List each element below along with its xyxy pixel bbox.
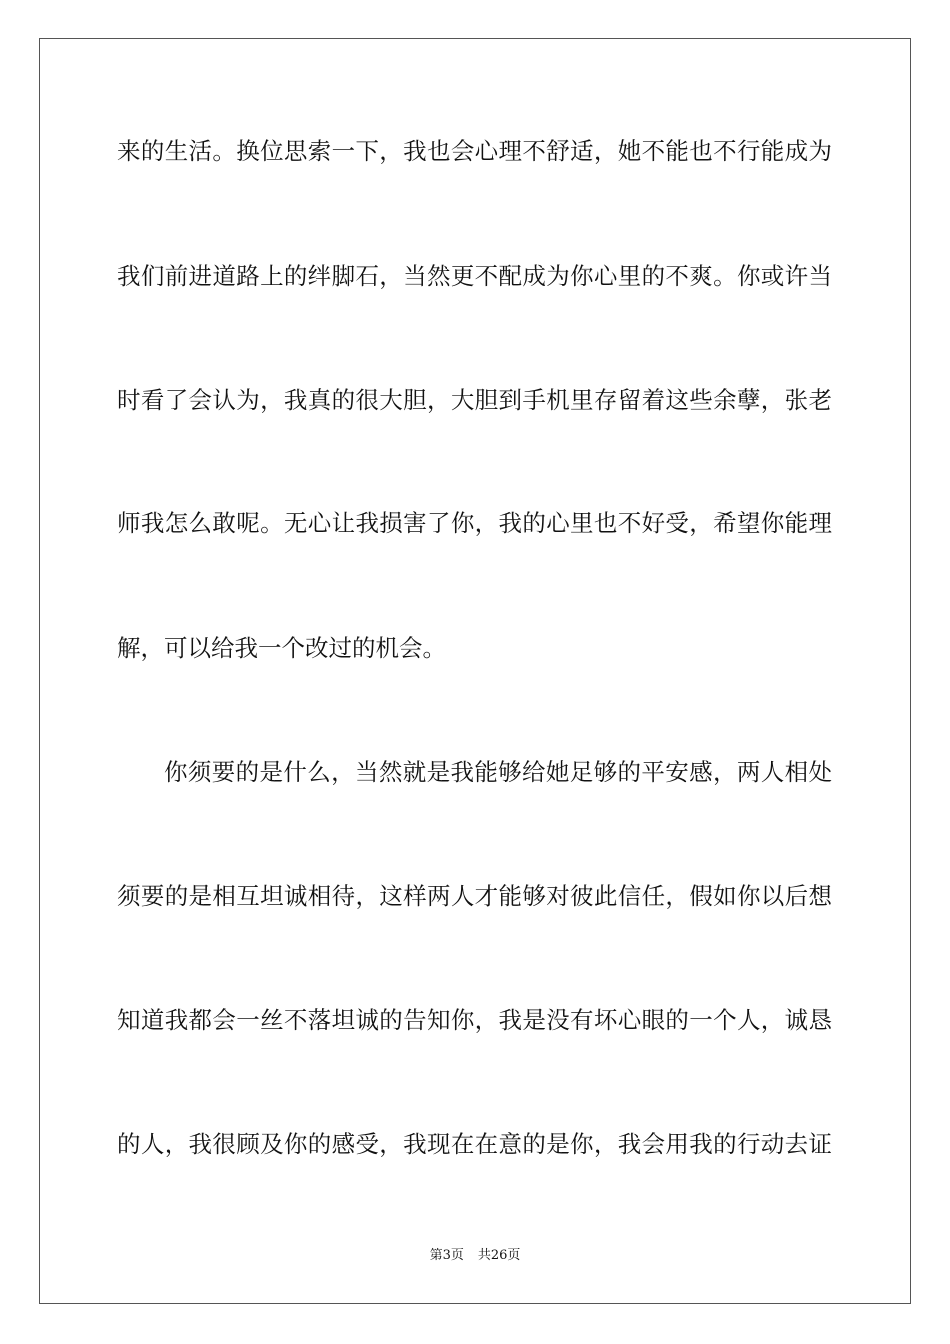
page-footer xyxy=(0,1247,950,1265)
text-line-4: 师我怎么敢呢。无心让我损害了你，我的心里也不好受，希望你能理 xyxy=(117,509,832,537)
text-line-8: 知道我都会一丝不落坦诚的告知你，我是没有坏心眼的一个人，诚恳 xyxy=(117,1006,832,1034)
text-line-1: 来的生活。换位思索一下，我也会心理不舒适，她不能也不行能成为 xyxy=(117,137,832,165)
text-line-9: 的人，我很顾及你的感受，我现在在意的是你，我会用我的行动去证 xyxy=(117,1130,832,1158)
text-line-3: 时看了会认为，我真的很大胆，大胆到手机里存留着这些余孽，张老 xyxy=(117,386,832,414)
text-line-2: 我们前进道路上的绊脚石，当然更不配成为你心里的不爽。你或许当 xyxy=(117,262,832,290)
text-line-5: 解，可以给我一个改过的机会。 xyxy=(117,634,446,662)
page-frame xyxy=(39,38,911,1304)
text-line-7: 须要的是相互坦诚相待，这样两人才能够对彼此信任，假如你以后想 xyxy=(117,882,832,910)
page-total: 共26页 xyxy=(477,1248,521,1263)
text-line-6: 你须要的是什么，当然就是我能够给她足够的平安感，两人相处 xyxy=(164,758,832,786)
page-number: 第3页 xyxy=(429,1248,464,1263)
